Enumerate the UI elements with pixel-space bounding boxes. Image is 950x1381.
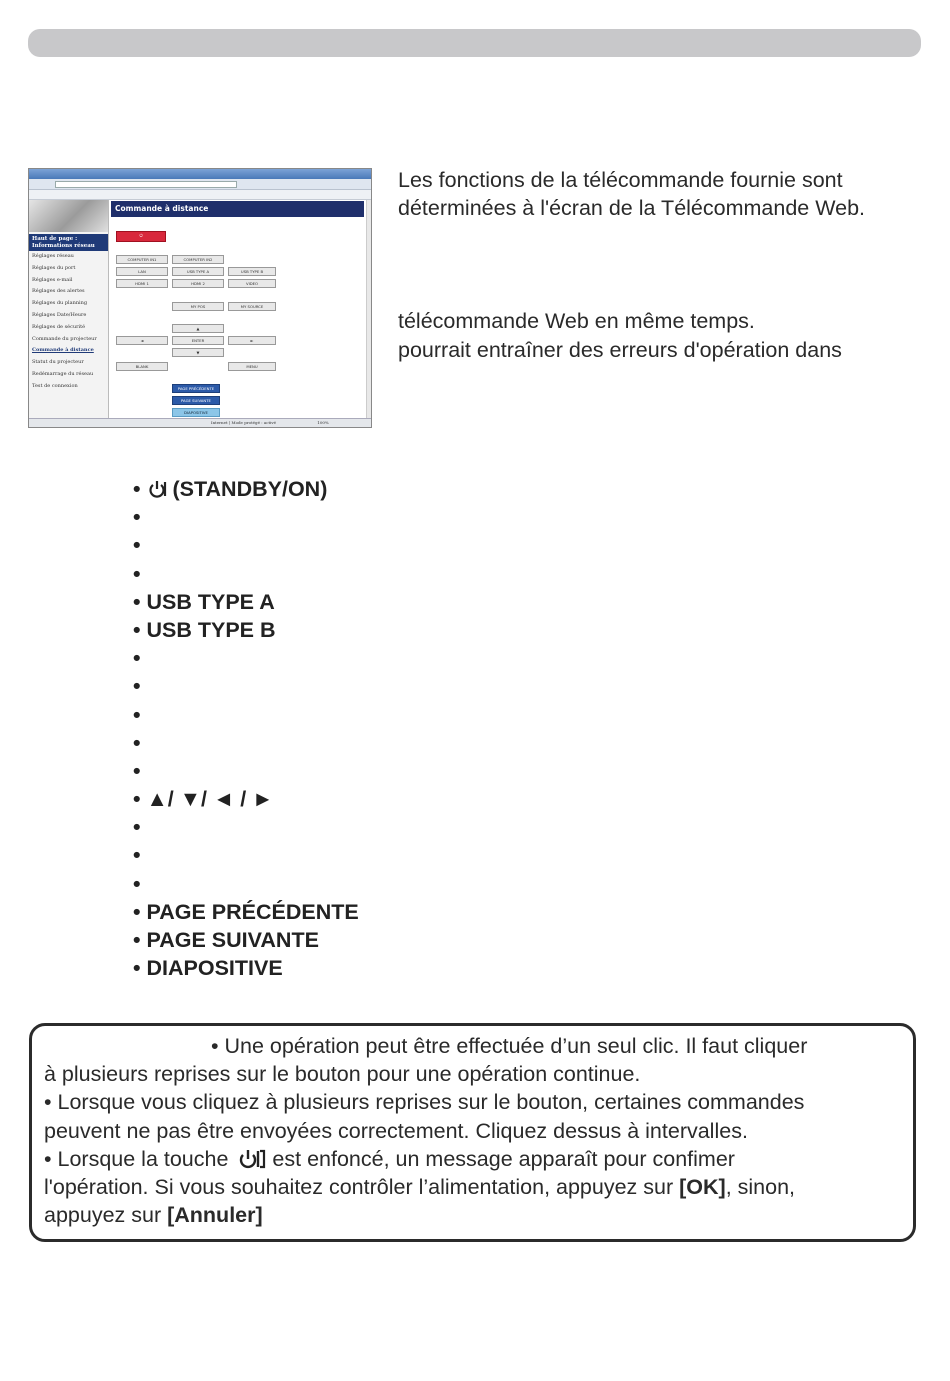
sidebar-head[interactable]: Haut de page : Informations réseau bbox=[29, 234, 108, 251]
scrollbar[interactable] bbox=[366, 200, 371, 418]
page-title: Commande à distance bbox=[111, 201, 364, 217]
note-text: est enfoncé, un message apparaît pour confimer bbox=[266, 1147, 735, 1171]
sidebar-item[interactable]: Réglages des alertes bbox=[32, 288, 85, 295]
note-line-3: • Lorsque vous cliquez à plusieurs reprises sur le bouton, certaines commandes bbox=[44, 1090, 805, 1114]
sidebar-item[interactable]: Réglages du port bbox=[32, 264, 76, 271]
sidebar-item[interactable]: Commande du projecteur bbox=[32, 335, 97, 342]
hdmi1-button[interactable]: HDMI 1 bbox=[116, 279, 168, 288]
sidebar-item[interactable]: Test de connexion bbox=[32, 382, 78, 389]
address-bar bbox=[29, 179, 371, 190]
list-item: • bbox=[133, 702, 141, 727]
note-text: l'opération. Si vous souhaitez contrôler l’alimentation, appuyez sur bbox=[44, 1175, 680, 1199]
list-item: • bbox=[133, 505, 141, 530]
logo-image bbox=[29, 200, 108, 232]
sidebar-item[interactable]: Redémarrage du réseau bbox=[32, 370, 94, 377]
list-item: • bbox=[133, 758, 141, 783]
standby-button[interactable]: ⏻ bbox=[116, 231, 166, 242]
list-item: • bbox=[133, 646, 141, 671]
cancel-label: [Annuler] bbox=[167, 1203, 263, 1227]
window-titlebar bbox=[29, 169, 371, 179]
ok-label: [OK] bbox=[679, 1175, 726, 1199]
list-item-arrows: • ▲/ ▼/ ◄ / ► bbox=[133, 787, 274, 812]
note-text: , sinon, bbox=[725, 1175, 796, 1199]
status-text: Internet | Mode protégé : activé bbox=[211, 420, 276, 425]
list-item-slideshow: • DIAPOSITIVE bbox=[133, 956, 283, 981]
note-line-1: • Une opération peut être effectuée d’un seul clic. Il faut cliquer bbox=[211, 1034, 808, 1058]
tab-bar bbox=[29, 190, 371, 200]
list-item-standby bbox=[133, 475, 359, 503]
slideshow-button[interactable]: DIAPOSITIVE bbox=[172, 408, 220, 417]
bullet: • bbox=[133, 477, 147, 501]
intro-line-3: télécommande Web en même temps. bbox=[398, 309, 755, 333]
intro-line-2: déterminées à l'écran de la Télécommande Web. bbox=[398, 196, 866, 220]
computer-in2-button[interactable]: COMPUTER IN2 bbox=[172, 255, 224, 264]
menu-button[interactable]: MENU bbox=[228, 362, 276, 371]
hdmi2-button[interactable]: HDMI 2 bbox=[172, 279, 224, 288]
lan-button[interactable]: LAN bbox=[116, 267, 168, 276]
usb-type-b-button[interactable]: USB TYPE B bbox=[228, 267, 276, 276]
list-item-usb-b: • USB TYPE B bbox=[133, 617, 276, 642]
sidebar-item[interactable]: Statut du projecteur bbox=[32, 359, 84, 366]
sidebar-item[interactable]: Réglages e-mail bbox=[32, 276, 73, 283]
page-next-button[interactable]: PAGE SUIVANTE bbox=[172, 396, 220, 405]
note-line-2: à plusieurs reprises sur le bouton pour une opération continue. bbox=[44, 1062, 641, 1086]
button-list bbox=[133, 475, 359, 982]
usb-type-a-button[interactable]: USB TYPE A bbox=[172, 267, 224, 276]
down-button[interactable]: ▼ bbox=[172, 348, 224, 357]
list-item-page-next: • PAGE SUIVANTE bbox=[133, 928, 319, 952]
list-item: • bbox=[133, 730, 141, 755]
list-item: • bbox=[133, 533, 141, 558]
header-bar bbox=[28, 29, 921, 57]
sidebar bbox=[29, 200, 109, 418]
web-remote-screenshot bbox=[28, 168, 372, 428]
enter-button[interactable]: ENTER bbox=[172, 336, 224, 345]
remote-panel bbox=[110, 200, 368, 418]
list-item: • bbox=[133, 815, 141, 840]
zoom-level: 100% bbox=[317, 420, 329, 425]
note-text: • Lorsque la touche bbox=[44, 1147, 229, 1171]
my-pos-button[interactable]: MY POS bbox=[172, 302, 224, 311]
sidebar-item-active[interactable]: Commande à distance bbox=[32, 347, 94, 354]
note-line-4: peuvent ne pas être envoyées correctement. Cliquez dessus à intervalles. bbox=[44, 1119, 748, 1143]
power-icon bbox=[147, 480, 167, 498]
left-button[interactable]: ◄ bbox=[116, 336, 168, 345]
my-source-button[interactable]: MY SOURCE bbox=[228, 302, 276, 311]
status-bar bbox=[29, 418, 372, 427]
sidebar-item[interactable]: Réglages de sécurité bbox=[32, 323, 86, 330]
note-line-5 bbox=[44, 1147, 735, 1172]
sidebar-item[interactable]: Réglages réseau bbox=[32, 253, 74, 259]
note-text: appuyez sur bbox=[44, 1203, 168, 1227]
power-icon bbox=[238, 1149, 266, 1169]
list-item: • bbox=[133, 561, 141, 586]
blank-button[interactable]: BLANK bbox=[116, 362, 168, 371]
list-item: • bbox=[133, 674, 141, 699]
computer-in1-button[interactable]: COMPUTER IN1 bbox=[116, 255, 168, 264]
standby-label: (STANDBY/ON) bbox=[166, 477, 328, 501]
intro-line-4: pourrait entraîner des erreurs d'opération dans bbox=[398, 338, 842, 362]
note-box bbox=[29, 1023, 916, 1242]
sidebar-item[interactable]: Réglages du planning bbox=[32, 300, 88, 307]
up-button[interactable]: ▲ bbox=[172, 324, 224, 333]
video-button[interactable]: VIDEO bbox=[228, 279, 276, 288]
list-item-page-prev: • PAGE PRÉCÉDENTE bbox=[133, 899, 359, 924]
list-item-usb-a: • USB TYPE A bbox=[133, 589, 275, 614]
list-item: • bbox=[133, 843, 141, 868]
intro-line-1: Les fonctions de la télécommande fournie sont bbox=[398, 168, 843, 192]
right-button[interactable]: ► bbox=[228, 336, 276, 345]
page-prev-button[interactable]: PAGE PRÉCÉDENTE bbox=[172, 384, 220, 393]
note-line-7 bbox=[44, 1203, 263, 1228]
sidebar-item[interactable]: Réglages Date/Heure bbox=[32, 311, 87, 318]
list-item: • bbox=[133, 871, 141, 896]
note-line-6 bbox=[44, 1175, 795, 1200]
